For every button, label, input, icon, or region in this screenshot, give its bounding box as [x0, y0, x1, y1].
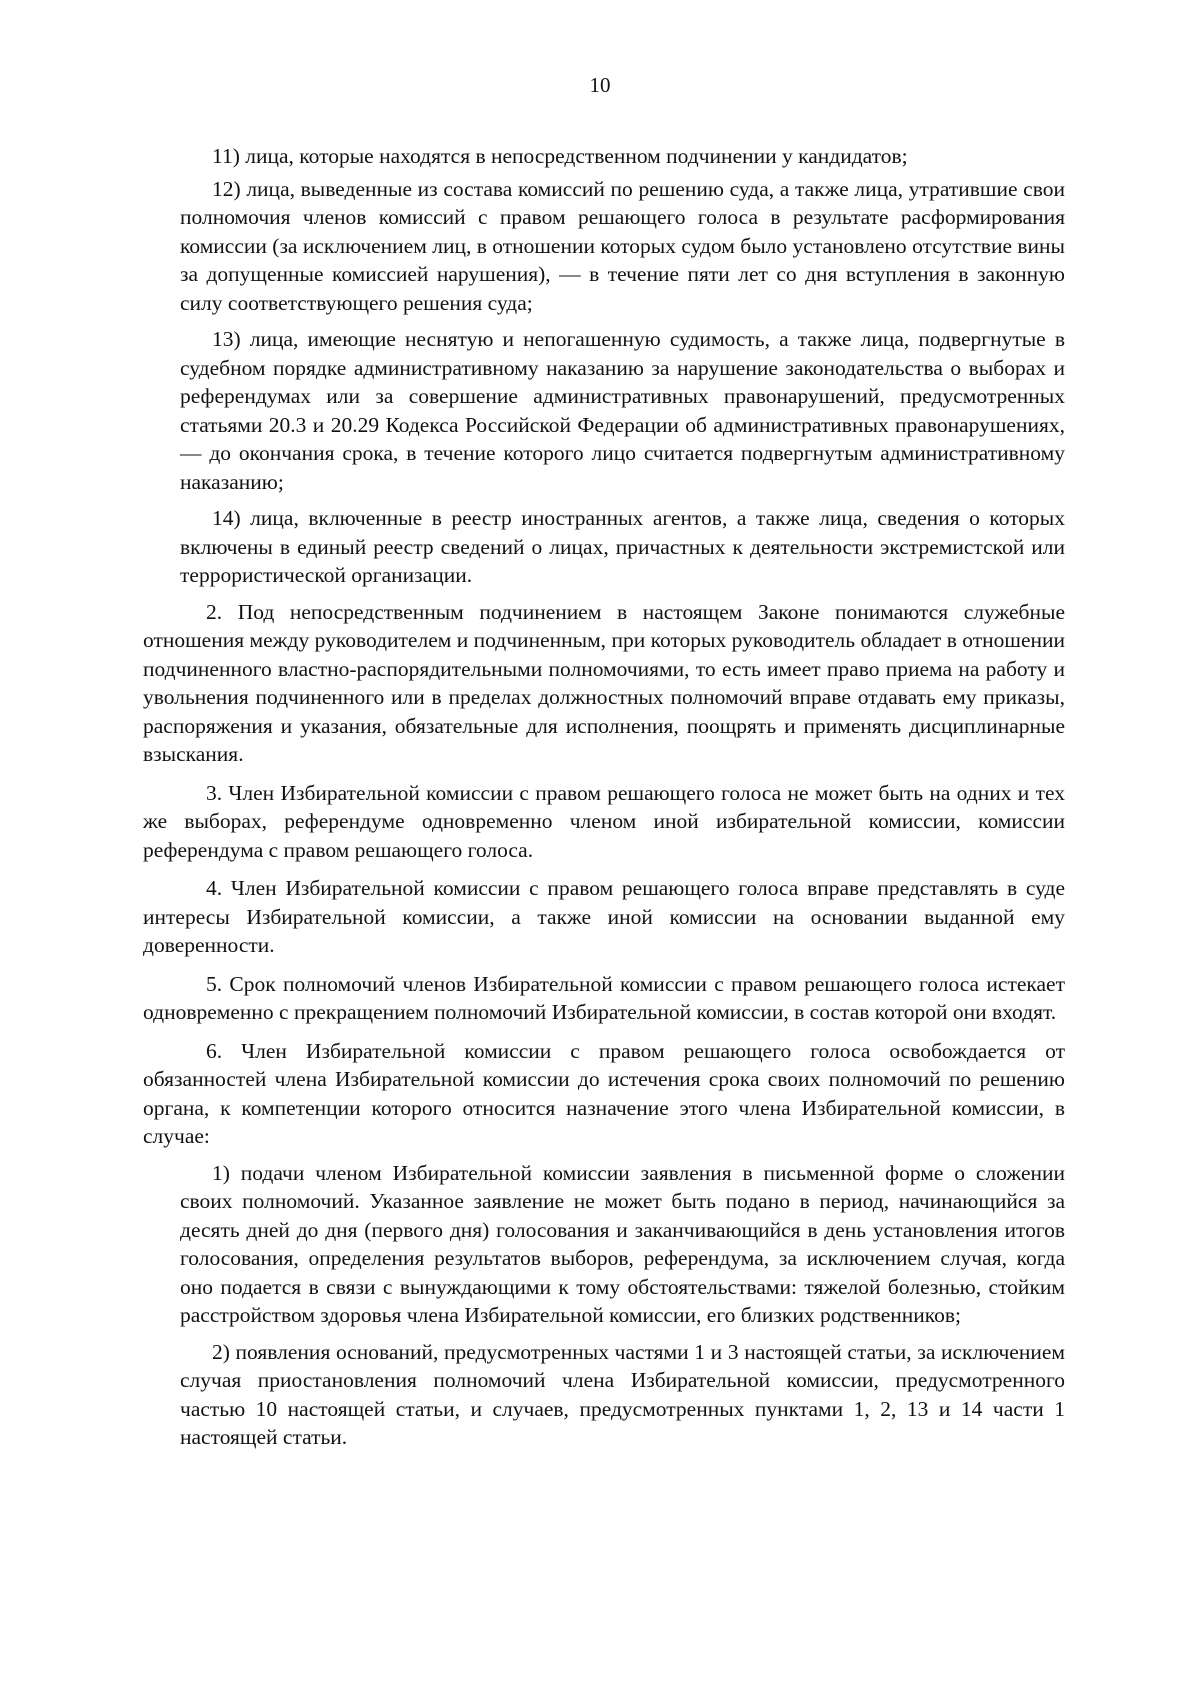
paragraph-2: 2. Под непосредственным подчинением в настоящем Законе понимаются служебные отношения между руководителем и подчиненным, при которых руководитель обладает в отношении подчиненного властно-распорядительными полномочиями, то есть имеет право приема на работу и увольнения подчиненного или в пределах должностных полномочий вправе отдавать ему приказы, распоряжения и указания, обязательные для исполнения, поощрять и применять дисциплинарные взыскания.: [143, 599, 1065, 766]
list-item-14: 14) лица, включенные в реестр иностранных агентов, а также лица, сведения о которых включены в единый реестр сведений о лицах, причастных к деятельности экстремистской или террористической организации.: [180, 506, 1065, 587]
list-item-6-1: 1) подачи членом Избирательной комиссии заявления в письменной форме о сложении своих полномочий. Указанное заявление не может быть подано в период, начинающийся за десять дней до дня (первого дня) голосования и заканчивающийся в день установления итогов голосования, определения результатов выборов, референдума, за исключением случая, когда оно подается в связи с вынуждающими к тому обстоятельствами: тяжелой болезнью, стойким расстройством здоровья члена Избирательной комиссии, его близких родственников;: [180, 1160, 1065, 1327]
paragraph-4: 4. Член Избирательной комиссии с правом решающего голоса вправе представлять в суде интересы Избирательной комиссии, а также иной комиссии на основании выданной ему доверенности.: [143, 876, 1065, 957]
list-item-11: 11) лица, которые находятся в непосредственном подчинении у кандидатов;: [212, 144, 908, 168]
page-number: 10: [589, 73, 611, 97]
paragraph-5: 5. Срок полномочий членов Избирательной комиссии с правом решающего голоса истекает одновременно с прекращением полномочий Избирательной комиссии, в состав которой они входят.: [143, 971, 1065, 1024]
paragraph-3: 3. Член Избирательной комиссии с правом решающего голоса не может быть на одних и тех же выборах, референдуме одновременно членом иной избирательной комиссии, комиссии референдума с правом решающего голоса.: [143, 780, 1065, 862]
list-item-12: 12) лица, выведенные из состава комиссий по решению суда, а также лица, утратившие свои полномочия членов комиссий с правом решающего голоса в результате расформирования комиссии (за исключением лиц, в отношении которых судом было установлено отсутствие вины за допущенные комиссией нарушения), — в течение пяти лет со дня вступления в законную силу соответствующего решения суда;: [180, 176, 1065, 315]
list-item-13: 13) лица, имеющие неснятую и непогашенную судимость, а также лица, подвергнутые в судебном порядке административному наказанию за нарушение законодательства о выборах и референдумах или за совершение административных правонарушений, предусмотренных статьями 20.3 и 20.29 Кодекса Российской Федерации об административных правонарушениях, — до окончания срока, в течение которого лицо считается подвергнутым административному наказанию;: [180, 327, 1065, 494]
list-item-6-2: 2) появления оснований, предусмотренных частями 1 и 3 настоящей статьи, за исключением случая приостановления полномочий члена Избирательной комиссии, предусмотренного частью 10 настоящей статьи, и случаев, предусмотренных пунктами 1, 2, 13 и 14 части 1 настоящей статьи.: [180, 1339, 1065, 1449]
document-body: [143, 142, 1065, 1460]
paragraph-6: 6. Член Избирательной комиссии с правом решающего голоса освобождается от обязанностей члена Избирательной комиссии до истечения срока своих полномочий по решению органа, к компетенции которого относится назначение этого члена Избирательной комиссии, в случае:: [143, 1038, 1065, 1148]
